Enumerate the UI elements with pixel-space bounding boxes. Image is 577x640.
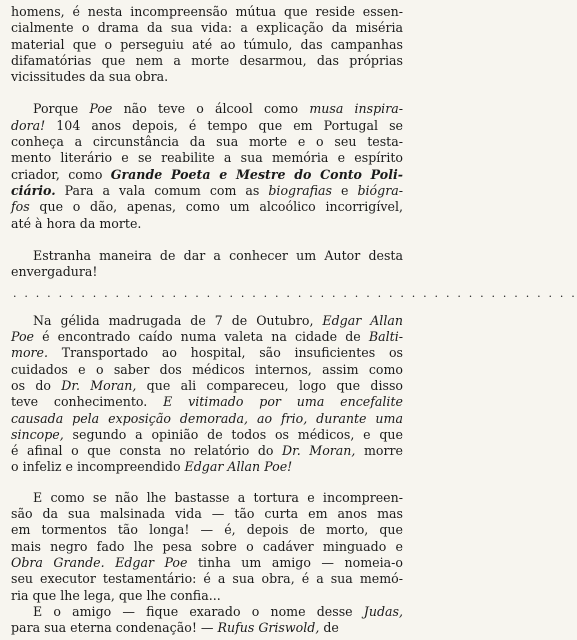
text-segment: envergadura! — [11, 264, 98, 280]
emphasized-text: biografias — [268, 182, 333, 198]
text-segment: E como se não lhe bastasse a tortura e incompreen- — [33, 489, 403, 505]
text-line — [11, 427, 403, 443]
text-line — [11, 539, 403, 555]
text-segment: até à hora da morte. — [11, 215, 142, 231]
text-segment: e — [332, 182, 358, 198]
emphasized-text: Balti- — [368, 329, 403, 345]
text-line — [11, 362, 403, 378]
emphasized-text: Poe — [89, 101, 113, 117]
text-segment: são da sua malsinada vida — tão curta em anos mas — [11, 506, 403, 522]
text-line — [11, 443, 403, 459]
emphasized-text: causada pela exposição demorada, ao frio, durante uma — [11, 410, 403, 426]
paragraph — [11, 248, 403, 281]
text-segment: segundo a opinião de todos os médicos, e que — [63, 426, 403, 442]
emphasized-text: Poe — [11, 329, 34, 345]
text-line — [11, 555, 403, 571]
text-segment: que ali compareceu, logo que disso — [136, 377, 403, 393]
emphasized-text: Obra Grande. — [11, 554, 105, 570]
text-line — [11, 345, 403, 361]
text-line — [11, 150, 403, 166]
text-line — [11, 37, 403, 53]
text-line — [11, 248, 403, 264]
text-line — [11, 571, 403, 587]
text-segment: cuidados e o saber dos médicos internos, assim como — [11, 361, 403, 377]
text-line — [11, 620, 403, 636]
text-segment: homens, é nesta incompreensão mútua que reside essen- — [11, 4, 403, 19]
text-segment: Na gélida madrugada de 7 de Outubro, — [33, 312, 323, 328]
text-segment: material que o perseguiu até ao túmulo, das campanhas — [11, 36, 403, 52]
text-segment: Para a vala comum com as — [55, 182, 269, 198]
text-line — [11, 199, 403, 215]
emphasized-text: E vitimado por uma encefalite — [163, 394, 403, 410]
emphasized-text: sincope, — [11, 426, 64, 442]
emphasized-text: Judas, — [363, 603, 403, 619]
emphasized-text: Edgar Poe — [115, 554, 188, 570]
text-segment: ria que lhe lega, que lhe confia... — [11, 587, 221, 603]
text-line — [11, 522, 403, 538]
text-segment: Transportado ao hospital, são insuficientes os — [48, 345, 403, 361]
text-line — [11, 394, 403, 410]
emphasized-text: Rufus Griswold, — [217, 620, 320, 636]
text-segment: em tormentos tão longa! — é, depois de morto, que — [11, 522, 403, 538]
ellipsis-separator: . . . . . . . . . . . . . . . . . . . . . . . . . . . . . . . . . . . . . . . . . . . . . . . . . . — [13, 287, 577, 301]
text-segment: tinha um amigo — nomeia-o — [187, 554, 403, 570]
text-line — [11, 4, 403, 20]
text-segment: conheça a circunstância da sua morte e o seu testa- — [11, 134, 403, 150]
text-line — [11, 69, 403, 85]
emphasized-text: musa inspira- — [309, 101, 403, 117]
text-line — [11, 378, 403, 394]
paragraph — [11, 4, 403, 85]
text-line — [11, 329, 403, 345]
text-segment: cialmente o drama da sua vida: a explicação da miséria — [11, 20, 403, 36]
text-segment: E o amigo — fique exarado o nome desse — [33, 603, 364, 619]
paragraph — [11, 101, 403, 231]
text-segment: vicissitudes da sua obra. — [11, 69, 169, 85]
text-line — [11, 411, 403, 427]
paragraph — [11, 604, 403, 637]
text-line — [11, 20, 403, 36]
text-segment: não teve o álcool como — [112, 101, 310, 117]
emphasized-text: Dr. Moran, — [61, 377, 137, 393]
text-segment: seu executor testamentário: é a sua obra, é a sua memó- — [11, 571, 403, 587]
emphasized-text: dora! — [11, 117, 46, 133]
text-line — [11, 134, 403, 150]
text-line — [11, 216, 403, 232]
text-line — [11, 264, 403, 280]
text-line — [11, 490, 403, 506]
emphasized-text: Edgar Allan Poe! — [184, 459, 293, 475]
emphasized-text: biógra- — [357, 182, 403, 198]
emphasized-text: Grande Poeta e Mestre do Conto Poli- — [110, 166, 404, 182]
text-line — [11, 506, 403, 522]
emphasized-text: ciário. — [11, 182, 56, 198]
text-segment: o infeliz e incompreendido — [11, 459, 185, 475]
text-segment: mais negro fado lhe pesa sobre o cadáver minguado e — [11, 538, 403, 554]
emphasized-text: Dr. Moran, — [282, 443, 356, 459]
text-segment: 104 anos depois, é tempo que em Portugal se — [45, 117, 403, 133]
emphasized-text: fos — [11, 199, 30, 215]
text-line — [11, 53, 403, 69]
paragraph — [11, 490, 403, 604]
text-segment: os do — [11, 377, 62, 393]
text-segment: difamatórias que nem a morte desarmou, das próprias — [11, 52, 403, 68]
text-segment: para sua eterna condenação! — — [11, 620, 218, 636]
text-segment: é encontrado caído numa valeta na cidade de — [34, 329, 369, 345]
text-line — [11, 588, 403, 604]
text-segment: de — [319, 620, 339, 636]
text-line — [11, 183, 403, 199]
text-segment: Estranha maneira de dar a conhecer um Autor desta — [33, 247, 403, 263]
text-segment: é afinal o que consta no relatório do — [11, 443, 283, 459]
text-line — [11, 118, 403, 134]
text-segment: Porque — [33, 101, 90, 117]
emphasized-text: Edgar Allan — [322, 312, 403, 328]
paragraph — [11, 313, 403, 476]
text-line — [11, 167, 403, 183]
text-segment: morre — [355, 443, 403, 459]
text-segment: criador, como — [11, 166, 111, 182]
text-line — [11, 313, 403, 329]
text-line — [11, 604, 403, 620]
emphasized-text: more. — [11, 345, 49, 361]
text-segment: teve conhecimento. — [11, 394, 164, 410]
text-segment — [105, 555, 116, 570]
text-line — [11, 459, 403, 475]
text-segment: que o dão, apenas, como um alcoólico incorrigível, — [29, 199, 403, 215]
text-segment: mento literário e se reabilite a sua memória e espírito — [11, 150, 403, 166]
text-line — [11, 101, 403, 117]
